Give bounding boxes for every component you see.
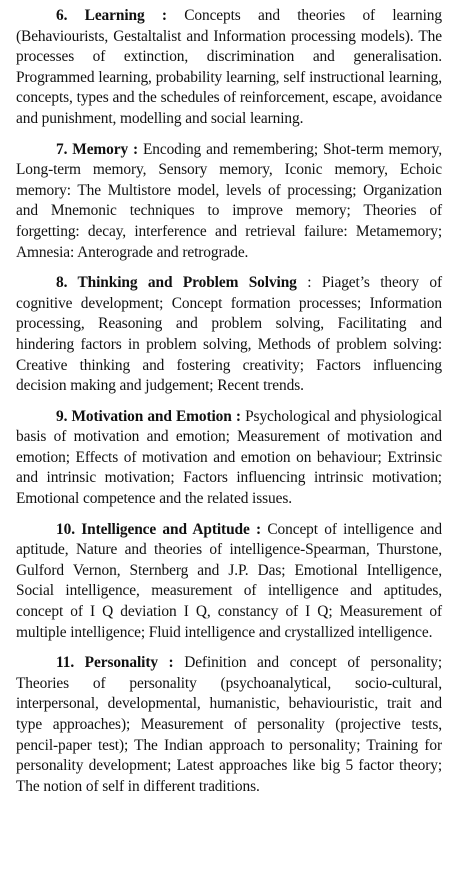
section-learning	[16, 6, 442, 130]
section-heading: 6. Learning :	[56, 7, 167, 24]
section-body: Definition and concept of personality; Theories of personality (psychoanalytical, socio-cultural, interpersonal, developmental, humanistic, behaviouristic, trait and type approaches); Measurement of personality (projective tests, pencil-paper test); The Indian approach to personality; Training for personality development; Latest approaches like big 5 factor theory; The notion of self in different traditions.	[16, 654, 442, 795]
section-memory	[16, 140, 442, 264]
section-body: : Piaget’s theory of cognitive development; Concept formation processes; Information processing, Reasoning and problem solving, Facilitating and hindering factors in problem solving, Methods of problem solving: Creative thinking and fostering creativity; Factors influencing decision making and judgement; Recent trends.	[16, 274, 442, 395]
section-heading: 7. Memory :	[56, 140, 139, 158]
section-thinking-problem-solving	[16, 273, 442, 397]
section-heading: 11. Personality :	[56, 654, 174, 672]
section-body: Concept of intelligence and aptitude, Nature and theories of intelligence-Spearman, Thurstone, Gulford Vernon, Sternberg and J.P. Das; Emotional Intelligence, Social intelligence, measurement of intelligence and aptitudes, concept of I Q deviation I Q, constancy of I Q; Measurement of multiple intelligence; Fluid intelligence and crystallized intelligence.	[16, 520, 442, 641]
section-personality	[16, 653, 442, 797]
section-motivation-emotion	[16, 407, 442, 510]
section-body: Concepts and theories of learning (Behaviourists, Gestaltalist and Information processing models). The processes of extinction, discrimination and generalisation. Programmed learning, probability learning, self instructional learning, concepts, types and the schedules of reinforcement, escape, avoidance and punishment, modelling and social learning.	[16, 7, 443, 127]
section-heading: 8. Thinking and Problem Solving	[56, 274, 297, 292]
section-heading: 9. Motivation and Emotion :	[56, 407, 241, 425]
section-heading: 10. Intelligence and Aptitude :	[56, 520, 262, 538]
section-intelligence-aptitude	[16, 520, 442, 644]
section-body: Encoding and remembering; Shot-term memory, Long-term memory, Sensory memory, Iconic memory, Echoic memory: The Multistore model, levels of processing; Organization and Mnemonic techniques to improve memory; Theories of forgetting: decay, interference and retrieval failure: Metamemory; Amnesia: Anterograde and retrograde.	[16, 140, 442, 261]
section-body: Psychological and physiological basis of motivation and emotion; Measurement of motivation and emotion; Effects of motivation and emotion on behaviour; Extrinsic and intrinsic motivation; Factors influencing intrinsic motivation; Emotional competence and the related issues.	[16, 407, 443, 508]
